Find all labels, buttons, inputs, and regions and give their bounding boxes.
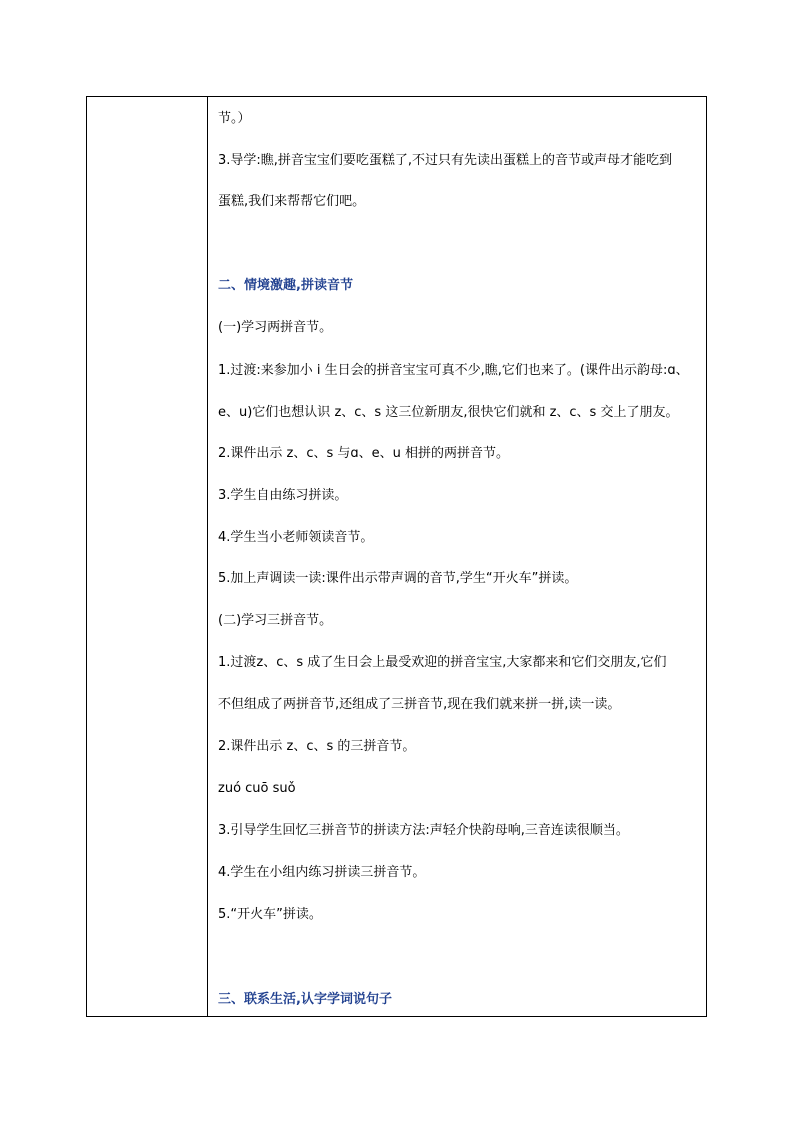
paragraph-line: 3.引导学生回忆三拼音节的拼读方法:声轻介快韵母响,三音连读很顺当。: [218, 823, 629, 838]
right-column-cell: [208, 97, 706, 1016]
paragraph-line: 2.课件出示 z、c、s 的三拼音节。: [218, 739, 416, 754]
paragraph-line: 节。）: [218, 111, 251, 126]
paragraph-line: 蛋糕,我们来帮帮它们吧。: [218, 194, 366, 209]
paragraph-line: 5.加上声调读一读:课件出示带声调的音节,学生“开火车”拼读。: [218, 571, 578, 586]
paragraph-line: 2.课件出示 z、c、s 与ɑ、e、u 相拼的两拼音节。: [218, 446, 510, 461]
pinyin-syllables: zuó cuō suǒ: [218, 781, 296, 796]
paragraph-line: 1.过渡z、c、s 成了生日会上最受欢迎的拼音宝宝,大家都来和它们交朋友,它们: [218, 655, 667, 670]
paragraph-line: 4.学生在小组内练习拼读三拼音节。: [218, 865, 426, 880]
paragraph-line: 4.学生当小老师领读音节。: [218, 530, 374, 545]
paragraph-line: 不但组成了两拼音节,还组成了三拼音节,现在我们就来拼一拼,读一读。: [218, 697, 621, 712]
paragraph-line: (一)学习两拼音节。: [218, 320, 333, 335]
section-heading: 二、情境激趣,拼读音节: [218, 278, 353, 293]
paragraph-line: (二)学习三拼音节。: [218, 613, 333, 628]
paragraph-line: 5.“开火车”拼读。: [218, 907, 322, 922]
paragraph-line: 1.过渡:来参加小 i 生日会的拼音宝宝可真不少,瞧,它们也来了。(课件出示韵母:ɑ、: [218, 363, 689, 378]
paragraph-line: 3.导学:瞧,拼音宝宝们要吃蛋糕了,不过只有先读出蛋糕上的音节或声母才能吃到: [218, 153, 673, 168]
section-heading: 三、联系生活,认字学词说句子: [218, 992, 392, 1007]
paragraph-line: 3.学生自由练习拼读。: [218, 488, 348, 503]
paragraph-line: e、u)它们也想认识 z、c、s 这三位新朋友,很快它们就和 z、c、s 交上了朋友。: [218, 405, 679, 420]
left-column-cell: [87, 97, 208, 1016]
lesson-table: [86, 96, 707, 1017]
